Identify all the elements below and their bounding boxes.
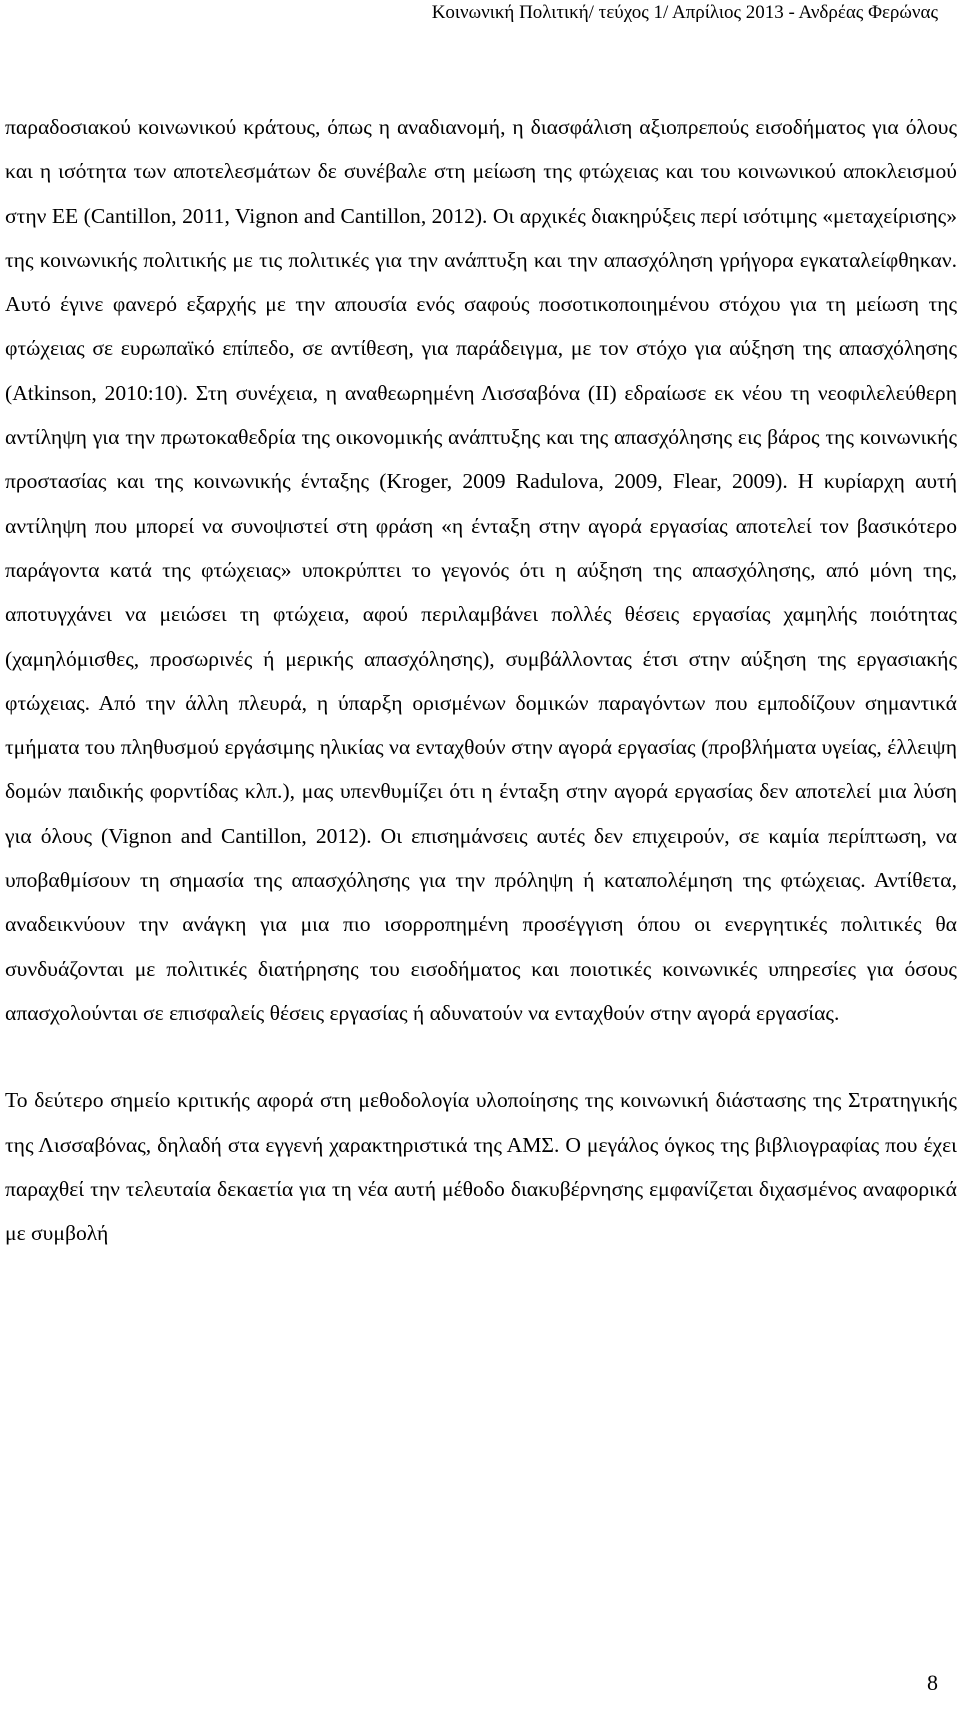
- page-number: 8: [927, 1670, 938, 1695]
- body-paragraph-2: Το δεύτερο σημείο κριτικής αφορά στη μεθοδολογία υλοποίησης της κοινωνική διάστασης της Στρατηγικής της Λισσαβόνας, δηλαδή στα εγγενή χαρακτηριστικά της ΑΜΣ. Ο μεγάλος όγκος της βιβλιογραφίας που έχει παραχθεί την τελευταία δεκαετία για τη νέα αυτή μέθοδο διακυβέρνησης εμφανίζεται διχασμένος αναφορικά με συμβολή: [5, 1088, 957, 1246]
- body-paragraph-1: παραδοσιακού κοινωνικού κράτους, όπως η αναδιανομή, η διασφάλιση αξιοπρεπούς εισοδήματος για όλους και η ισότητα των αποτελεσμάτων δε συνέβαλε στη μείωση της φτώχειας και του κοινωνικού αποκλεισμού στην ΕΕ (Cantillon, 2011, Vignon and Cantillon, 2012). Οι αρχικές διακηρύξεις περί ισότιμης «μεταχείρισης» της κοινωνικής πολιτικής με τις πολιτικές για την ανάπτυξη και την απασχόληση γρήγορα εγκαταλείφθηκαν. Αυτό έγινε φανερό εξαρχής με την απουσία ενός σαφούς ποσοτικοποιημένου στόχου για τη μείωση της φτώχειας σε ευρωπαϊκό επίπεδο, σε αντίθεση, για παράδειγμα, με τον στόχο για αύξηση της απασχόλησης (Atkinson, 2010:10). Στη συνέχεια, η αναθεωρημένη Λισσαβόνα (ΙΙ) εδραίωσε εκ νέου τη νεοφιλελεύθερη αντίληψη για την πρωτοκαθεδρία της οικονομικής ανάπτυξης και της απασχόλησης εις βάρος της κοινωνικής προστασίας και της κοινωνικής ένταξης (Kroger, 2009 Radulova, 2009, Flear, 2009). Η κυρίαρχη αυτή αντίληψη που μπορεί να συνοψιστεί στη φράση «η ένταξη στην αγορά εργασίας αποτελεί τον βασικότερο παράγοντα κατά της φτώχειας» υποκρύπτει το γεγονός ότι η αύξηση της απασχόλησης, από μόνη της, αποτυγχάνει να μειώσει τη φτώχεια, αφού περιλαμβάνει πολλές θέσεις εργασίας χαμηλής ποιότητας (χαμηλόμισθες, προσωρινές ή μερικής απασχόλησης), συμβάλλοντας έτσι στην αύξηση της εργασιακής φτώχειας. Από την άλλη πλευρά, η ύπαρξη ορισμένων δομικών παραγόντων που εμποδίζουν σημαντικά τμήματα του πληθυσμού εργάσιμης ηλικίας να ενταχθούν στην αγορά εργασίας (προβλήματα υγείας, έλλειψη δομών παιδικής φορντίδας κλπ.), μας υπενθυμίζει ότι η ένταξη στην αγορά εργασίας δεν αποτελεί μια λύση για όλους (Vignon and Cantillon, 2012). Οι επισημάνσεις αυτές δεν επιχειρούν, σε καμία περίπτωση, να υποβαθμίσουν τη σημασία της απασχόλησης για την πρόληψη ή καταπολέμηση της φτώχειας. Αντίθετα, αναδεικνύουν την ανάγκη για μια πιο ισορροπημένη προσέγγιση όπου οι ενεργητικές πολιτικές θα συνδυάζονται με πολιτικές διατήρησης του εισοδήματος και ποιοτικές κοινωνικές υπηρεσίες για όσους απασχολούνται σε επισφαλείς θέσεις εργασίας ή αδυνατούν να ενταχθούν στην αγορά εργασίας.: [5, 115, 957, 1025]
- page-body: [5, 105, 957, 1255]
- running-header: Κοινωνική Πολιτική/ τεύχος 1/ Απρίλιος 2013 - Ανδρέας Φερώνας: [431, 2, 938, 23]
